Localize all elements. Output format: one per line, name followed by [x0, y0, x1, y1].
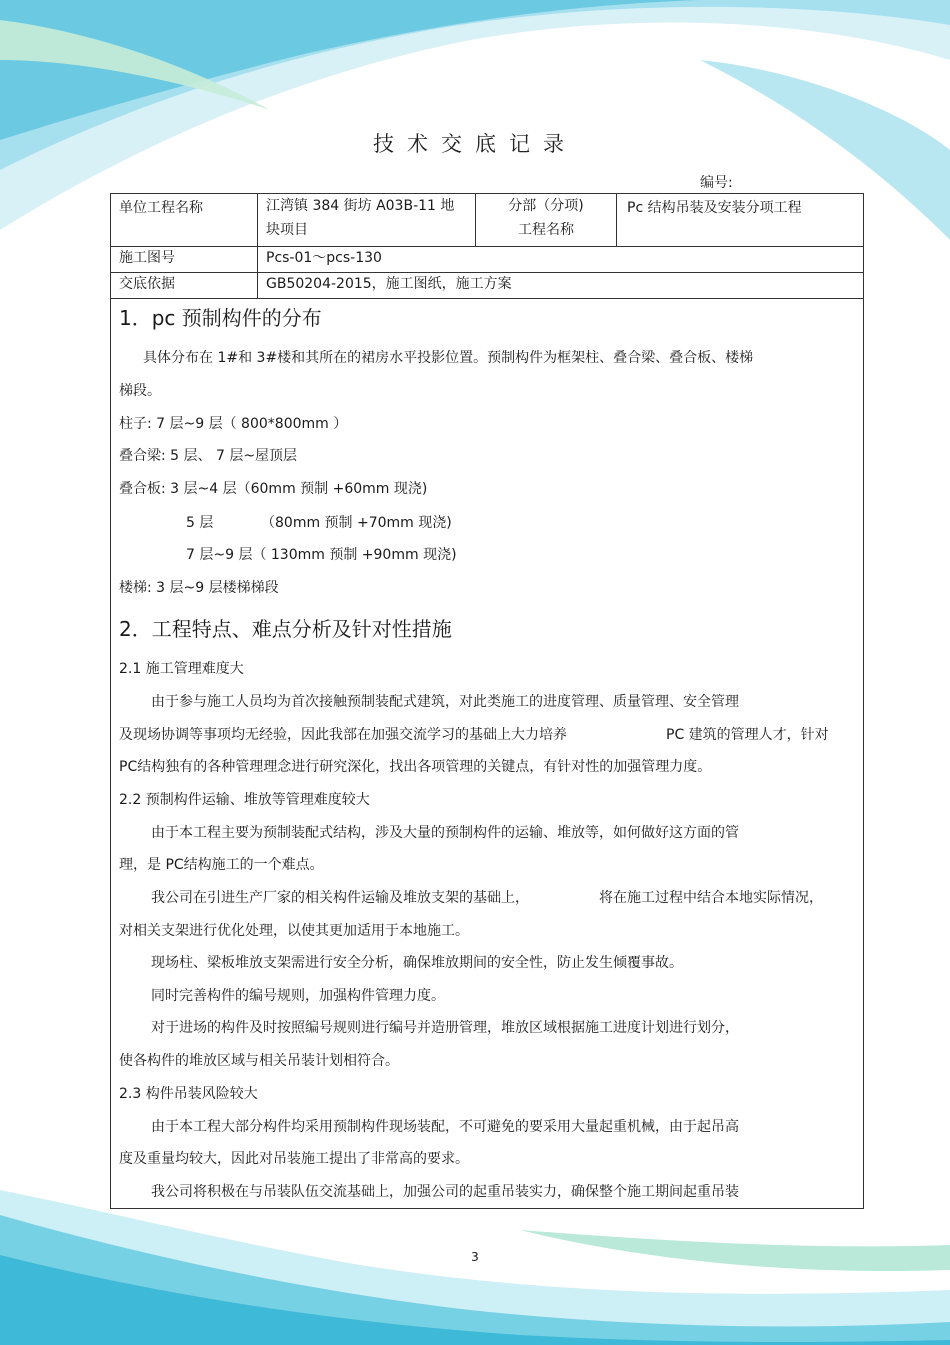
table-row-basis — [111, 272, 863, 299]
project-name-value-line1: 江湾镇 384 街坊 A03B-11 地 — [266, 198, 455, 214]
disclosure-record-sheet — [110, 193, 864, 1209]
paragraph: 我公司在引进生产厂家的相关构件运输及堆放支架的基础上， — [151, 890, 529, 906]
table-row-drawing-number — [111, 246, 863, 273]
project-name-label: 单位工程名称 — [119, 200, 203, 216]
paragraph: 由于本工程主要为预制装配式结构，涉及大量的预制构件的运输、堆放等，如何做好这方面的管 — [151, 825, 739, 841]
paragraph: 对相关支架进行优化处理，以使其更加适用于本地施工。 — [119, 923, 469, 939]
sub-project-label — [475, 194, 616, 246]
stairs-line: 楼梯: 3 层~9 层楼梯梯段 — [119, 580, 279, 596]
paragraph: 使各构件的堆放区域与相关吊装计划相符合。 — [119, 1053, 399, 1069]
sub-project-label-line1: 分部（分项) — [508, 198, 584, 214]
paragraph: 对于进场的构件及时按照编号规则进行编号并造册管理，堆放区域根据施工进度计划进行划分， — [151, 1020, 739, 1036]
beams-line: 叠合梁: 5 层、 7 层~屋顶层 — [119, 448, 298, 464]
drawing-number-value: Pcs-01～pcs-130 — [257, 246, 863, 272]
project-name-value-line2: 块项目 — [266, 222, 308, 238]
paragraph: 梯段。 — [119, 383, 161, 399]
document-number-label: 编号: — [700, 175, 733, 191]
slabs-line-1: 叠合板: 3 层~4 层（60mm 预制 +60mm 现浇) — [119, 481, 428, 497]
drawing-number-label: 施工图号 — [119, 250, 175, 266]
paragraph: 度及重量均较大，因此对吊装施工提出了非常高的要求。 — [119, 1151, 469, 1167]
columns-line: 柱子: 7 层~9 层（ 800*800mm ） — [119, 416, 348, 432]
paragraph: 理，是 PC结构施工的一个难点。 — [119, 857, 324, 873]
paragraph: PC结构独有的各种管理理念进行研究深化，找出各项管理的关键点，有针对性的加强管理力度。 — [119, 759, 712, 775]
section-2-heading: 2．工程特点、难点分析及针对性措施 — [119, 617, 452, 641]
sub-project-value: Pc 结构吊装及安装分项工程 — [616, 194, 863, 246]
paragraph: 现场柱、梁板堆放支架需进行安全分析，确保堆放期间的安全性，防止发生倾覆事故。 — [151, 955, 683, 971]
table-row-project — [111, 194, 863, 247]
paragraph: PC 建筑的管理人才，针对 — [666, 727, 829, 743]
paragraph: 由于参与施工人员均为首次接触预制装配式建筑，对此类施工的进度管理、质量管理、安全管理 — [151, 694, 739, 710]
project-name-value — [257, 194, 475, 246]
paragraph: 同时完善构件的编号规则，加强构件管理力度。 — [151, 988, 445, 1004]
subsection-2-2-title: 2.2 预制构件运输、堆放等管理难度较大 — [119, 792, 370, 808]
paragraph: 我公司将积极在与吊装队伍交流基础上，加强公司的起重吊装实力，确保整个施工期间起重吊装 — [151, 1184, 739, 1200]
page-title: 技术交底记录 — [373, 132, 577, 156]
sub-project-label-line2: 工程名称 — [518, 222, 574, 238]
basis-label: 交底依据 — [119, 276, 175, 292]
slabs-line-2-spec: （80mm 预制 +70mm 现浇) — [261, 515, 452, 531]
paragraph: 将在施工过程中结合本地实际情况， — [599, 890, 823, 906]
paragraph: 及现场协调等事项均无经验，因此我部在加强交流学习的基础上大力培养 — [119, 727, 567, 743]
subsection-2-1-title: 2.1 施工管理难度大 — [119, 661, 244, 677]
subsection-2-3-title: 2.3 构件吊装风险较大 — [119, 1086, 258, 1102]
paragraph: 由于本工程大部分构件均采用预制构件现场装配，不可避免的要采用大量起重机械，由于起吊高 — [151, 1119, 739, 1135]
page-number: 3 — [471, 1250, 479, 1264]
slabs-line-2-floor: 5 层 — [186, 515, 214, 531]
slabs-line-3: 7 层~9 层（ 130mm 预制 +90mm 现浇) — [186, 547, 457, 563]
paragraph: 具体分布在 1#和 3#楼和其所在的裙房水平投影位置。预制构件为框架柱、叠合梁、叠合板、楼梯 — [143, 350, 754, 366]
section-1-heading: 1．pc 预制构件的分布 — [119, 306, 322, 330]
basis-value: GB50204-2015，施工图纸，施工方案 — [257, 272, 863, 298]
